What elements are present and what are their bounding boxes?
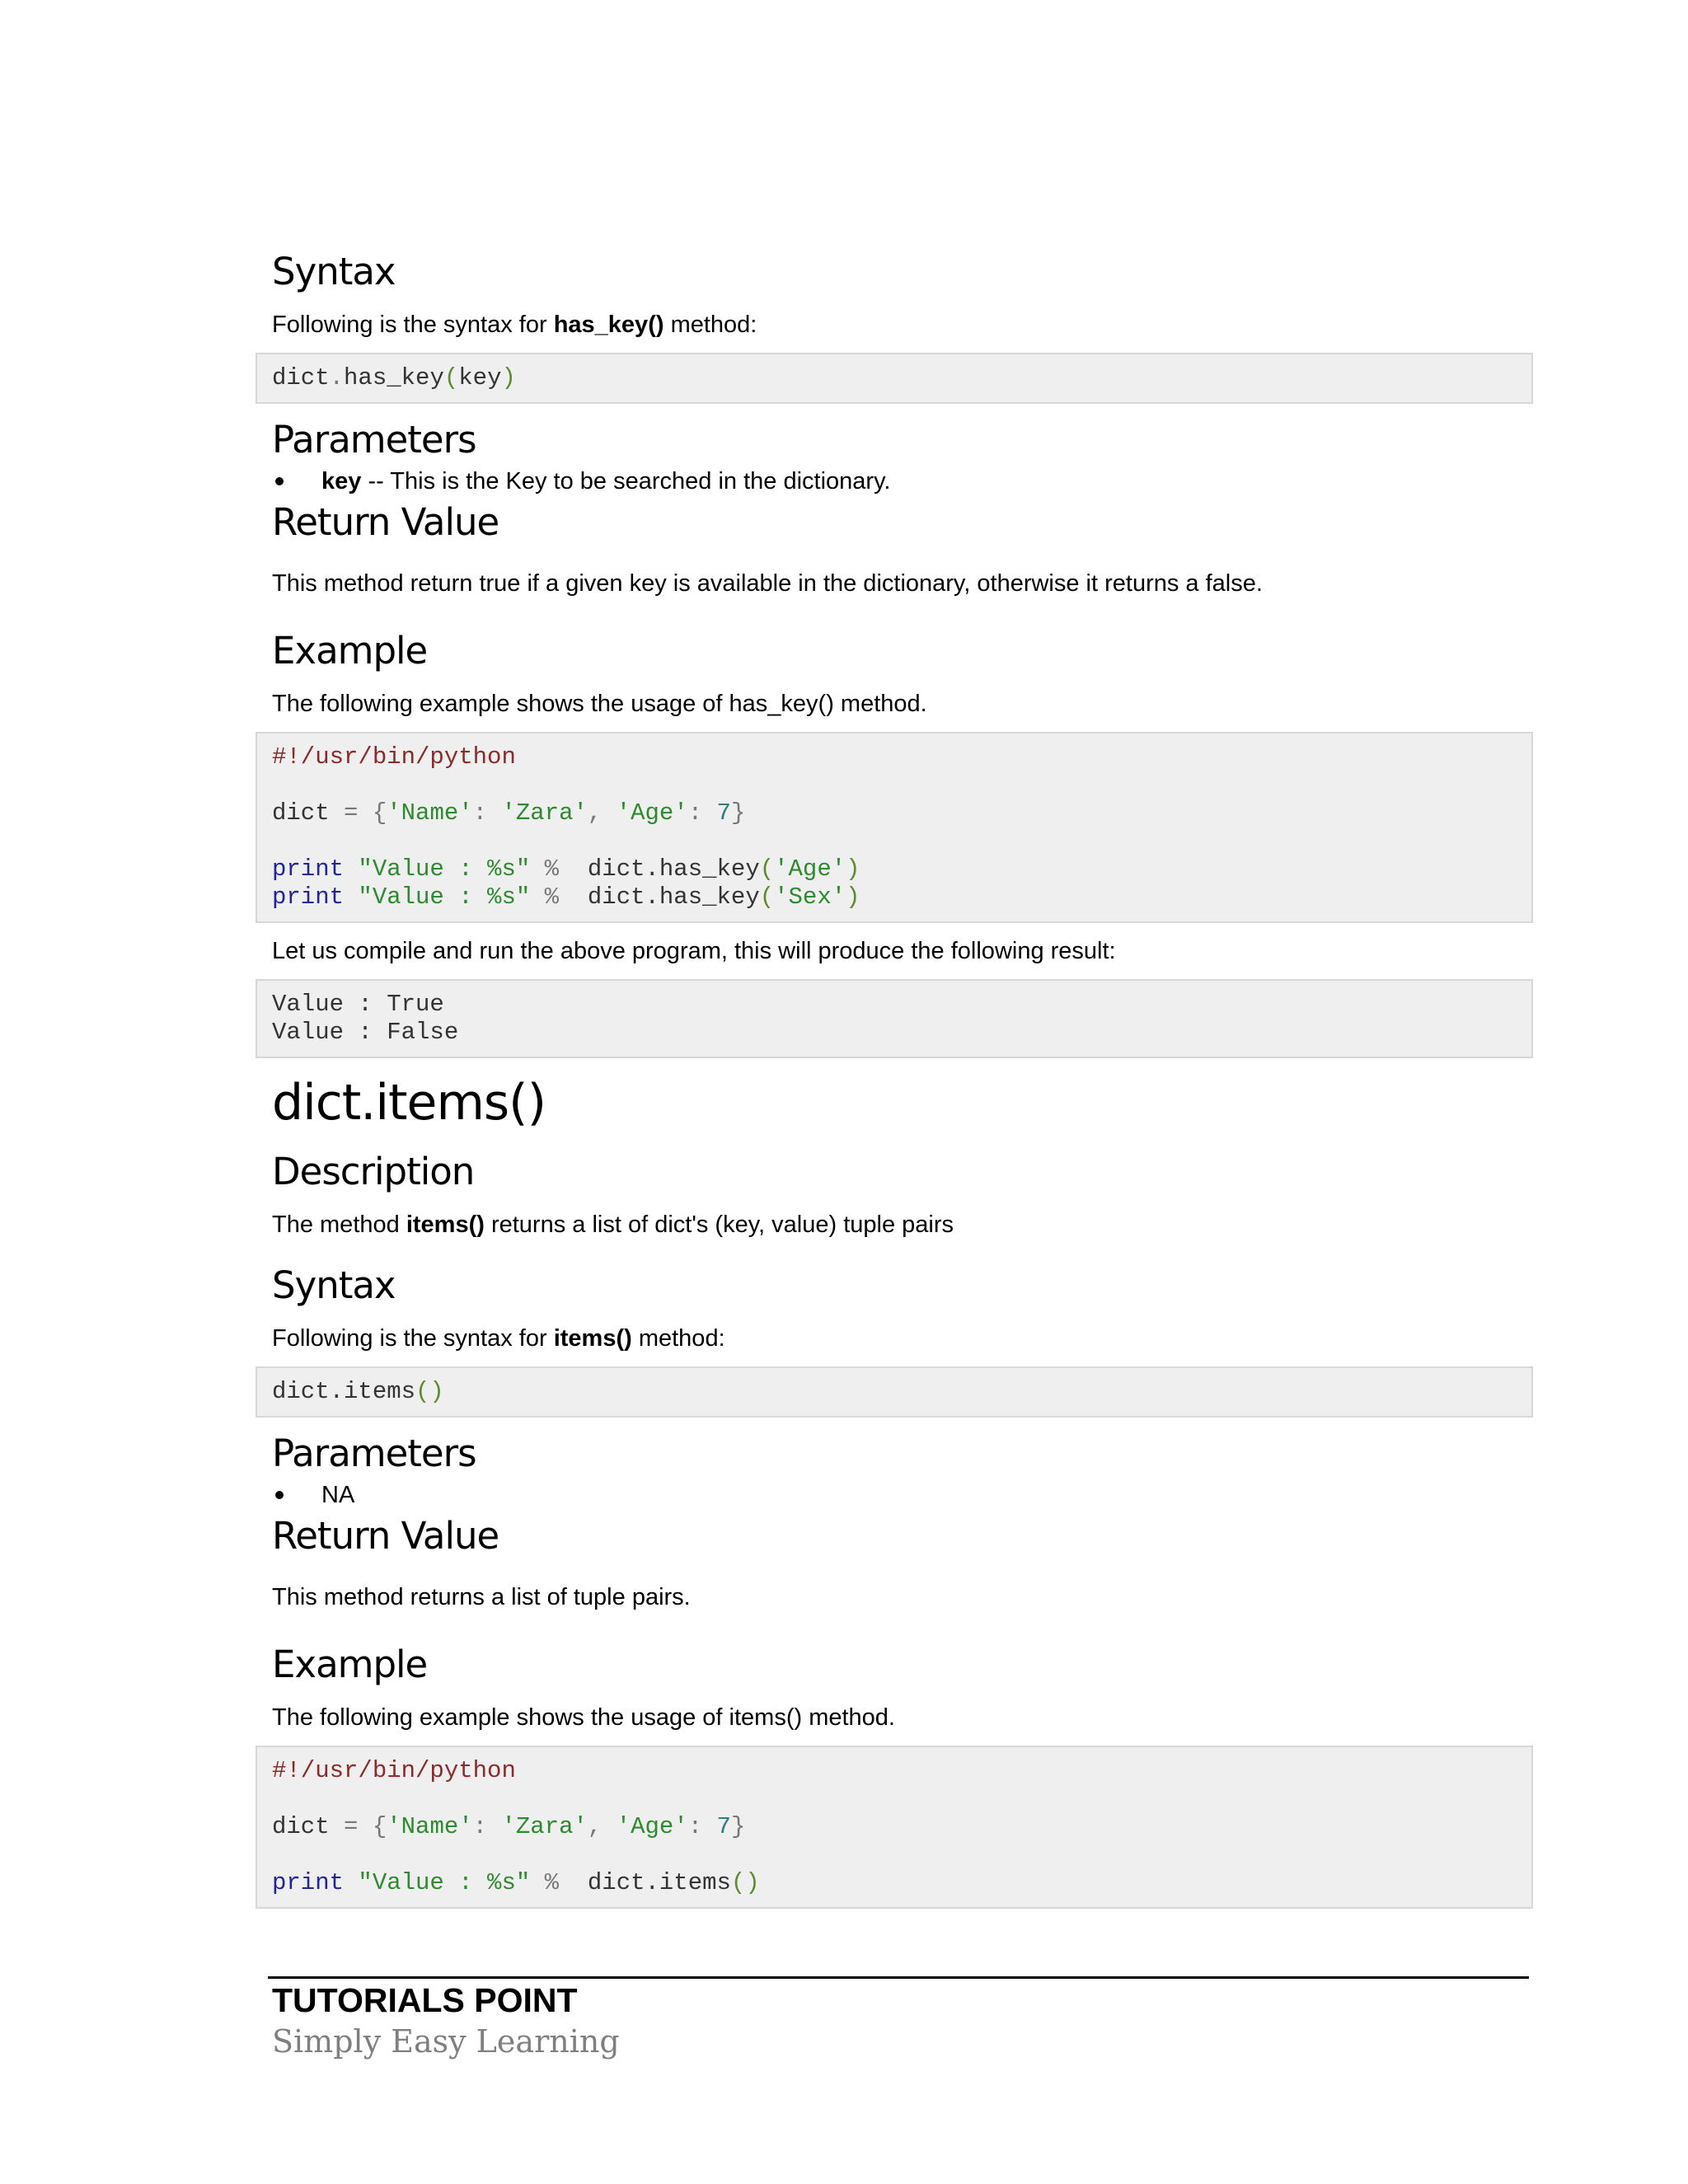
example-heading: Example <box>272 629 428 673</box>
parameters-heading: Parameters <box>272 1432 476 1475</box>
description-heading: Description <box>272 1150 475 1193</box>
list-item: NA <box>272 1479 1541 1511</box>
syntax-heading: Syntax <box>272 1263 396 1307</box>
list-item: key -- This is the Key to be searched in the dictionary. <box>272 465 1541 498</box>
example-heading: Example <box>272 1643 428 1686</box>
example-intro: The following example shows the usage of items() method. <box>272 1704 895 1731</box>
syntax-code-block: dict.items() <box>256 1366 1533 1418</box>
example-code-block: #!/usr/bin/python dict = {'Name': 'Zara', 'Age': 7} print "Value : %s" % dict.items() <box>256 1746 1533 1909</box>
result-output-block: Value : True Value : False <box>256 979 1533 1058</box>
syntax-intro: Following is the syntax for items() method: <box>272 1325 725 1352</box>
syntax-heading: Syntax <box>272 250 396 293</box>
content <box>272 247 1541 1909</box>
parameters-list <box>272 465 1541 498</box>
example-intro: The following example shows the usage of has_key() method. <box>272 691 927 717</box>
return-value-heading: Return Value <box>272 1514 499 1558</box>
footer-title: TUTORIALS POINT <box>272 1981 578 2019</box>
method-title: dict.items() <box>272 1074 546 1132</box>
syntax-code-block: dict.has_key(key) <box>256 353 1533 404</box>
example-code-block: #!/usr/bin/python dict = {'Name': 'Zara', 'Age': 7} print "Value : %s" % dict.has_key('Age') print "Value : %s" % dict.has_key('Sex') <box>256 732 1533 923</box>
return-value-text: This method return true if a given key is available in the dictionary, otherwise it returns a false. <box>272 570 1263 597</box>
description-text: The method items() returns a list of dict's (key, value) tuple pairs <box>272 1212 954 1238</box>
footer-rule <box>268 1976 1529 1979</box>
return-value-heading: Return Value <box>272 500 499 544</box>
syntax-intro: Following is the syntax for has_key() method: <box>272 312 757 338</box>
parameters-list <box>272 1479 1541 1511</box>
footer-subtitle: Simply Easy Learning <box>272 2023 620 2060</box>
parameters-heading: Parameters <box>272 418 476 462</box>
result-intro: Let us compile and run the above program, this will produce the following result: <box>272 938 1116 964</box>
return-value-text: This method returns a list of tuple pairs. <box>272 1584 691 1610</box>
